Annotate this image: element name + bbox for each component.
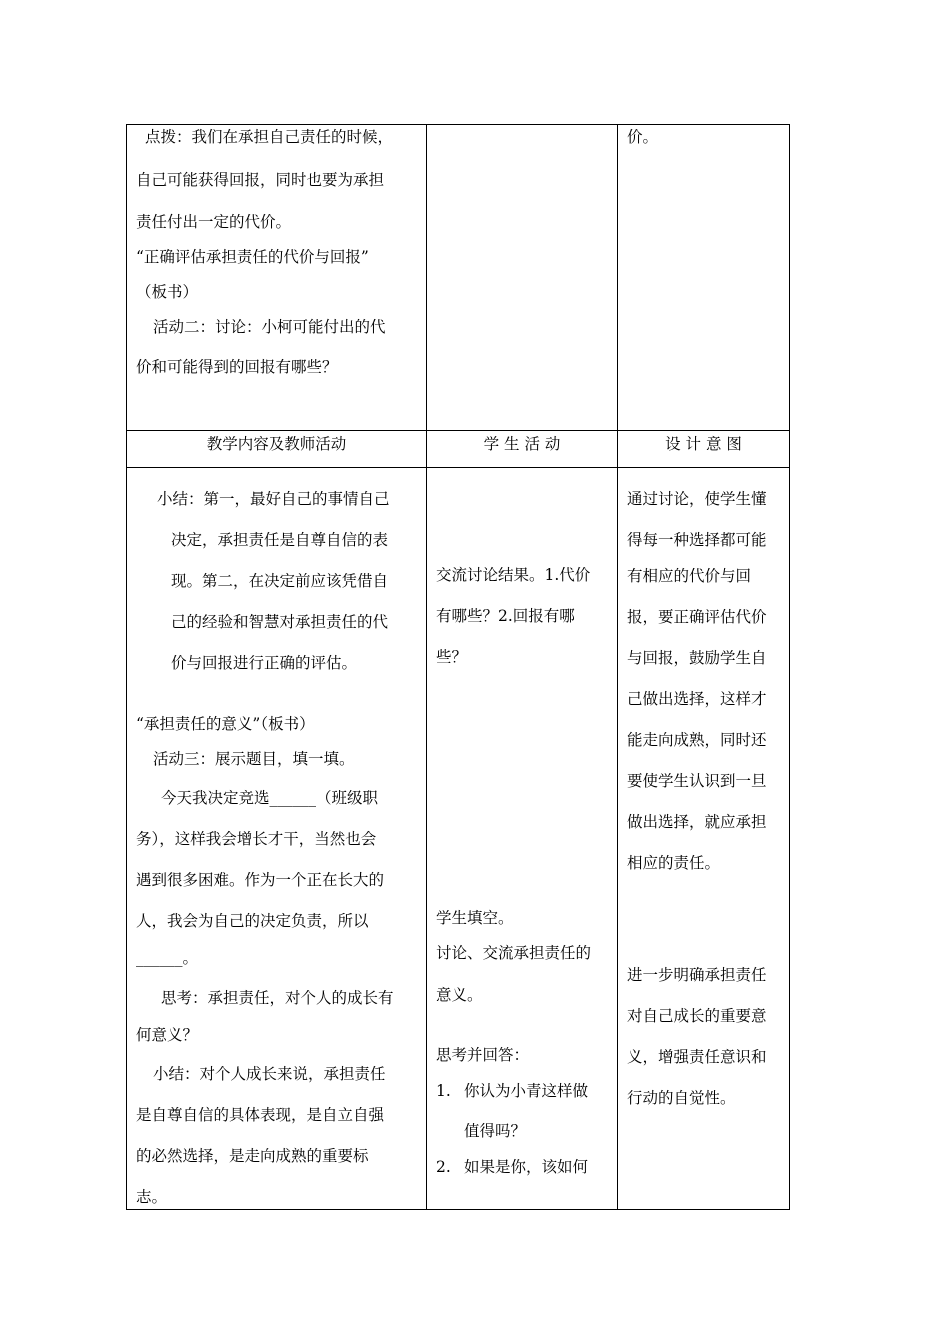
text-line: 的必然选择，是走向成熟的重要标 <box>136 1147 369 1165</box>
text-line: 己做出选择，这样才 <box>627 690 767 708</box>
text-line: 通过讨论，使学生懂 <box>627 490 767 508</box>
text-line: 责任付出一定的代价。 <box>136 213 292 231</box>
text-line: 现。第二，在决定前应该凭借自 <box>171 572 389 590</box>
text-line: 义，增强责任意识和 <box>627 1048 767 1066</box>
header-teacher-activity: 教学内容及教师活动 <box>206 435 347 453</box>
list-number: 2. <box>436 1158 451 1176</box>
text-line: 得每一种选择都可能 <box>627 531 767 549</box>
row-divider <box>126 430 790 431</box>
text-line: 些？ <box>436 648 468 666</box>
text-line: 价。 <box>627 128 659 146</box>
text-line: 有相应的代价与回 <box>627 567 752 585</box>
text-line: 思考：承担责任，对个人的成长有 <box>161 989 394 1007</box>
text-line: 你认为小青这样做 <box>464 1082 589 1100</box>
text-line: 对自己成长的重要意 <box>627 1007 767 1025</box>
text-line: 小结：对个人成长来说，承担责任 <box>153 1065 386 1083</box>
text-line: 是自尊自信的具体表现，是自立自强 <box>136 1106 385 1124</box>
text-line: 意义。 <box>436 986 483 1004</box>
text-line: 决定，承担责任是自尊自信的表 <box>171 531 389 549</box>
text-line: 务），这样我会增长才干，当然也会 <box>136 830 377 848</box>
text-line: 活动三：展示题目，填一填。 <box>153 750 355 768</box>
text-line: 今天我决定竞选______（班级职 <box>161 789 379 807</box>
column-divider <box>426 124 427 1210</box>
text-line: 点拨：我们在承担自己责任的时候， <box>145 128 394 146</box>
text-line: 讨论、交流承担责任的 <box>436 944 592 962</box>
text-line: 人，我会为自己的决定负责，所以 <box>136 912 369 930</box>
header-student-activity: 学 生 活 动 <box>483 435 561 453</box>
text-line: 何意义？ <box>136 1026 199 1044</box>
text-line: 有哪些？2.回报有哪 <box>436 607 575 625</box>
text-line: 报，要正确评估代价 <box>627 608 767 626</box>
text-line: 能走向成熟，同时还 <box>627 731 767 749</box>
text-line: 交流讨论结果。1.代价 <box>436 566 591 584</box>
text-line: 志。 <box>136 1188 168 1206</box>
text-line: 自己可能获得回报，同时也要为承担 <box>136 171 385 189</box>
text-line: 价和可能得到的回报有哪些？ <box>136 358 338 376</box>
text-line: 思考并回答： <box>436 1046 530 1064</box>
column-divider <box>617 124 618 1210</box>
text-line: 己的经验和智慧对承担责任的代 <box>171 613 389 631</box>
text-line: 要使学生认识到一旦 <box>627 772 767 790</box>
list-number: 1. <box>436 1082 451 1100</box>
text-line: （板书） <box>136 283 199 301</box>
text-line: “正确评估承担责任的代价与回报” <box>136 248 369 266</box>
text-line: 进一步明确承担责任 <box>627 966 767 984</box>
row-divider <box>126 467 790 468</box>
text-line: 遇到很多困难。作为一个正在长大的 <box>136 871 385 889</box>
text-line: 活动二：讨论：小柯可能付出的代 <box>153 318 386 336</box>
text-line: 做出选择，就应承担 <box>627 813 767 831</box>
text-line: 行动的自觉性。 <box>627 1089 736 1107</box>
text-line: “承担责任的意义”（板书） <box>136 715 315 733</box>
text-line: 值得吗？ <box>464 1122 527 1140</box>
header-design-intent: 设 计 意 图 <box>665 435 742 453</box>
text-line: 小结：第一，最好自己的事情自己 <box>157 490 390 508</box>
text-line: 如果是你，该如何 <box>464 1158 589 1176</box>
text-line: 学生填空。 <box>436 909 514 927</box>
text-line: 与回报，鼓励学生自 <box>627 649 767 667</box>
text-line: ______。 <box>136 949 199 967</box>
text-line: 价与回报进行正确的评估。 <box>171 654 358 672</box>
text-line: 相应的责任。 <box>627 854 721 872</box>
